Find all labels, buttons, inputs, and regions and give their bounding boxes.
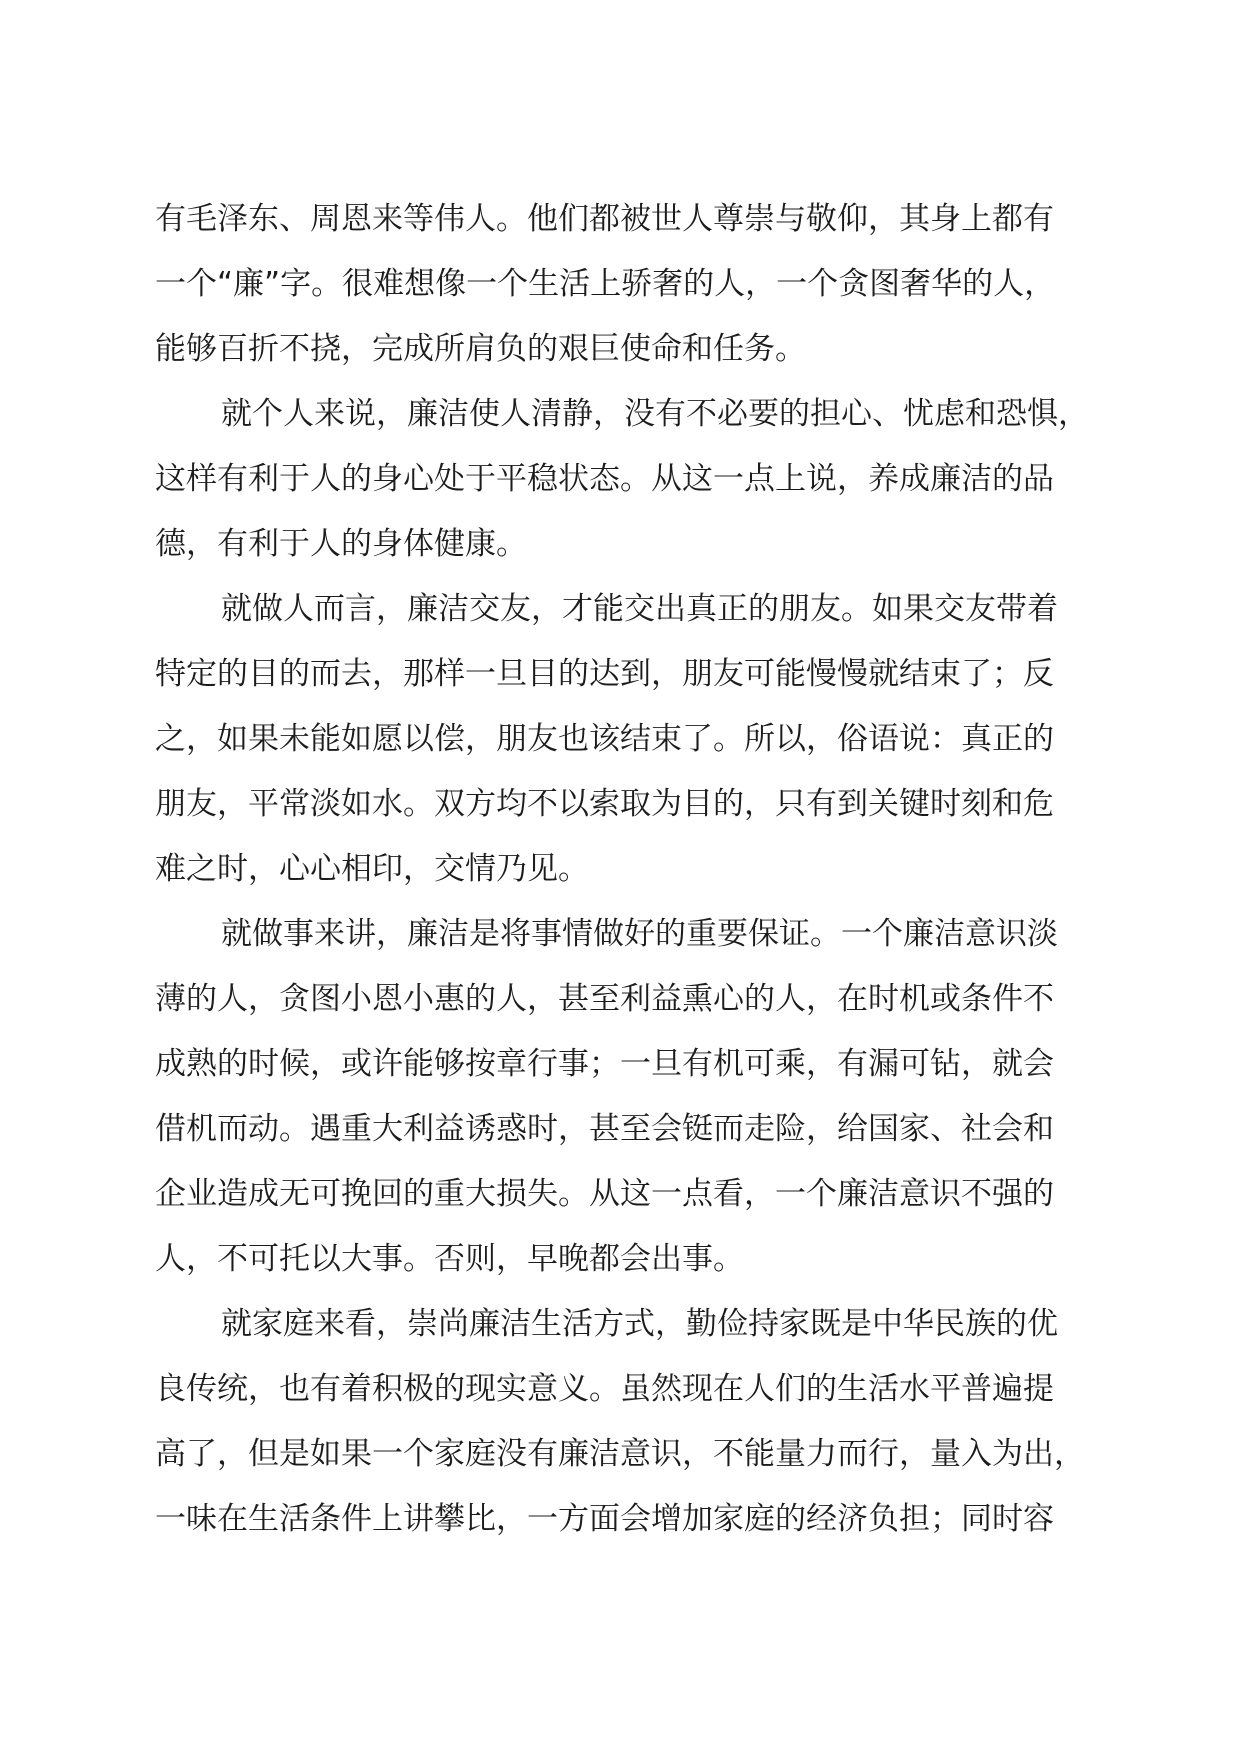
paragraph-2-line-1: 就个人来说，廉洁使人清静，没有不必要的担心、忧虑和恐惧， — [221, 396, 1089, 432]
document-body — [155, 187, 1090, 1552]
paragraph-4-line-2: 薄的人，贪图小恩小惠的人，甚至利益熏心的人，在时机或条件不 — [155, 981, 1054, 1017]
paragraph-1-line-3: 能够百折不挠，完成所肩负的艰巨使命和任务。 — [155, 331, 806, 367]
paragraph-4-line-3: 成熟的时候，或许能够按章行事；一旦有机可乘，有漏可钻，就会 — [155, 1046, 1054, 1082]
paragraph-3-line-3: 之，如果未能如愿以偿，朋友也该结束了。所以，俗语说：真正的 — [155, 721, 1054, 757]
paragraph-5-line-1: 就家庭来看，崇尚廉洁生活方式，勤俭持家既是中华民族的优 — [221, 1306, 1058, 1342]
paragraph-4-line-5: 企业造成无可挽回的重大损失。从这一点看，一个廉洁意识不强的 — [155, 1176, 1054, 1212]
paragraph-2-line-2: 这样有利于人的身心处于平稳状态。从这一点上说，养成廉洁的品 — [155, 461, 1054, 497]
paragraph-5-line-2: 良传统，也有着积极的现实意义。虽然现在人们的生活水平普遍提 — [155, 1371, 1054, 1407]
paragraph-3-line-1: 就做人而言，廉洁交友，才能交出真正的朋友。如果交友带着 — [221, 591, 1058, 627]
paragraph-1 — [155, 187, 1090, 382]
paragraph-4-line-4: 借机而动。遇重大利益诱惑时，甚至会铤而走险，给国家、社会和 — [155, 1111, 1054, 1147]
paragraph-1-line-1: 有毛泽东、周恩来等伟人。他们都被世人尊崇与敬仰，其身上都有 — [155, 201, 1054, 237]
paragraph-4-line-6: 人，不可托以大事。否则，早晚都会出事。 — [155, 1241, 744, 1277]
paragraph-3-line-2: 特定的目的而去，那样一旦目的达到，朋友可能慢慢就结束了；反 — [155, 656, 1054, 692]
paragraph-1-line-2: 一个“廉”字。很难想像一个生活上骄奢的人，一个贪图奢华的人， — [155, 266, 1056, 302]
paragraph-3-line-5: 难之时，心心相印，交情乃见。 — [155, 851, 589, 887]
paragraph-4-line-1: 就做事来讲，廉洁是将事情做好的重要保证。一个廉洁意识淡 — [221, 916, 1058, 952]
paragraph-3 — [155, 577, 1090, 902]
paragraph-5 — [155, 1292, 1090, 1552]
paragraph-4 — [155, 902, 1090, 1292]
paragraph-2-line-3: 德，有利于人的身体健康。 — [155, 526, 527, 562]
paragraph-5-line-4: 一味在生活条件上讲攀比，一方面会增加家庭的经济负担；同时容 — [155, 1501, 1054, 1537]
paragraph-5-line-3: 高了，但是如果一个家庭没有廉洁意识，不能量力而行，量入为出， — [155, 1436, 1085, 1472]
paragraph-3-line-4: 朋友，平常淡如水。双方均不以索取为目的，只有到关键时刻和危 — [155, 786, 1054, 822]
paragraph-2 — [155, 382, 1090, 577]
